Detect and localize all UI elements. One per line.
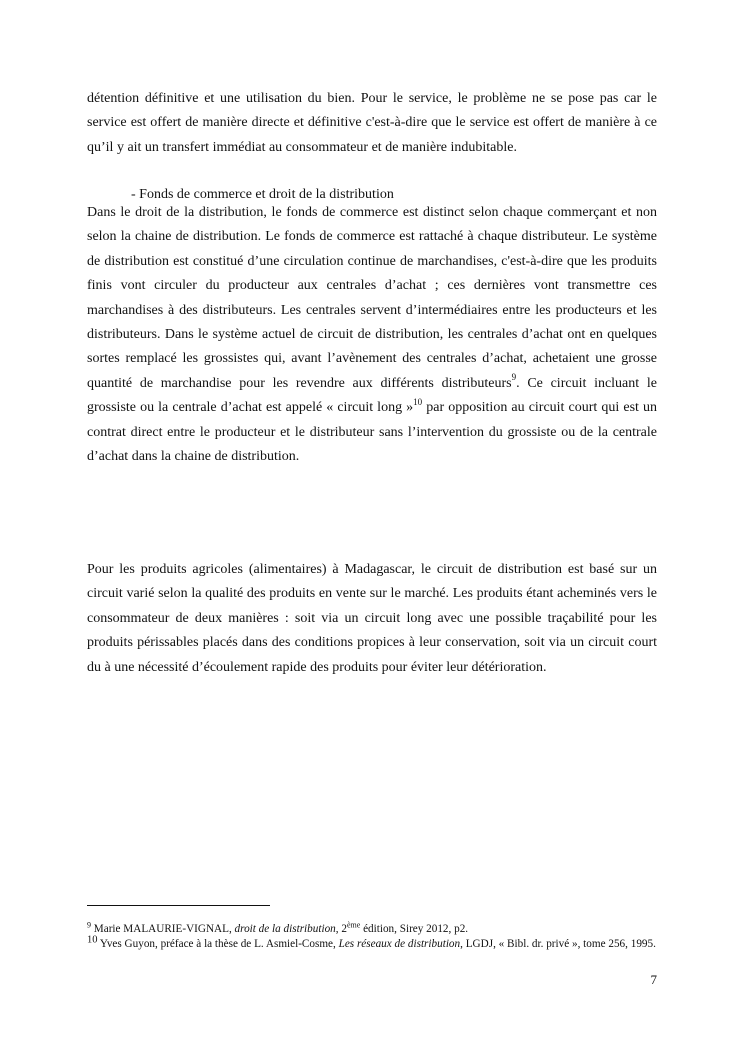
footnote-9-edition-sup: ème xyxy=(346,920,361,930)
footnote-9-title: droit de la distribution xyxy=(234,923,336,935)
paragraph-fonds-de-commerce xyxy=(87,201,657,469)
footnote-9-rest: édition, Sirey 2012, p2. xyxy=(360,923,469,935)
footnotes xyxy=(87,922,657,951)
paragraph-2-part3: par opposition au circuit court qui est un contrat direct entre le producteur et le distributeur sans l’intervention du grossiste ou de la centrale d’achat dans la chaine de distribution. xyxy=(87,400,657,465)
page-number: 7 xyxy=(650,972,657,987)
footnote-10-author: Yves Guyon, préface à la thèse de L. Asmiel-Cosme, xyxy=(97,937,339,950)
footnote-ref-9: 9 xyxy=(511,372,517,383)
footnote-9-author: Marie MALAURIE-VIGNAL, xyxy=(91,923,235,935)
paragraph-madagascar xyxy=(87,558,657,680)
section-heading: - Fonds de commerce et droit de la distribution xyxy=(131,187,394,202)
footnote-10 xyxy=(87,933,657,952)
footnote-10-mark: 10 xyxy=(87,933,98,945)
footnote-10-rest: , LGDJ, « Bibl. dr. privé », tome 256, 1995. xyxy=(460,937,656,950)
paragraph-2-part2: . Ce circuit incluant le grossiste ou la centrale d’achat est appelé « circuit long » xyxy=(87,375,657,416)
paragraph-continuation xyxy=(87,87,657,160)
footnote-9-mark: 9 xyxy=(87,920,91,930)
footnote-9 xyxy=(87,922,657,937)
footnote-ref-10: 10 xyxy=(413,396,423,407)
footnote-10-title: Les réseaux de distribution xyxy=(338,937,461,950)
footnote-separator xyxy=(87,905,270,906)
paragraph-1-text: détention définitive et une utilisation du bien. Pour le service, le problème ne se pose pas car le service est offert de manière directe et définitive c'est-à-dire que le service est offert de manière à ce qu’il y ait un transfert immédiat au consommateur et de manière indubitable. xyxy=(87,91,657,155)
paragraph-3-text: Pour les produits agricoles (alimentaires) à Madagascar, le circuit de distribution est basé sur un circuit varié selon la qualité des produits en vente sur le marché. Les produits étant acheminés vers le consommateur de deux manières : soit via un circuit long avec une possible traçabilité pour les produits périssables placés dans des conditions propices à leur conservation, soit via un circuit court du à une nécessité d’écoulement rapide des produits pour éviter leur détérioration. xyxy=(87,562,657,675)
paragraph-2-part1: Dans le droit de la distribution, le fonds de commerce est distinct selon chaque commerçant et non selon la chaine de distribution. Le fonds de commerce est rattaché à chaque distributeur. Le système de distribution est constitué d’une circulation continue de marchandises, c'est-à-dire que les produits finis vont circuler du producteur aux centrales d’achat ; ces dernières vont transmettre ces marchandises à des distributeurs. Les centrales servent d’intermédiaires entre les producteurs et les distributeurs. Dans le système actuel de circuit de distribution, les centrales d’achat ont en quelques sortes remplacé les grossistes qui, avant l’avènement des centrales d’achat, achetaient une grosse quantité de marchandise pour les revendre aux différents distributeurs xyxy=(87,205,657,391)
footnote-9-edition: , 2 xyxy=(335,923,347,935)
